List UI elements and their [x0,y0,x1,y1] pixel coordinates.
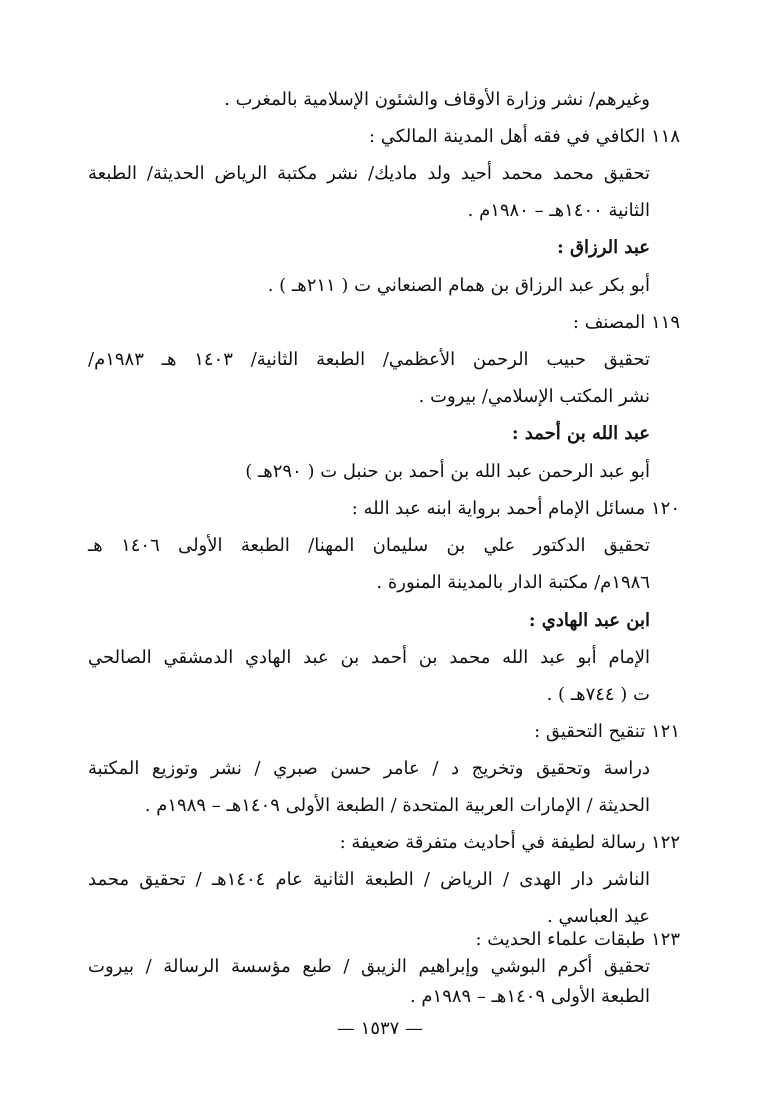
entry-title: ١٢٣ طبقات علماء الحديث : [475,929,680,950]
text-line: الطبعة الأولى ١٤٠٩هـ – ١٩٨٩م . [409,986,650,1007]
entry-title: ١٢٠ مسائل الإمام أحمد برواية ابنه عبد الله : [351,498,680,519]
text-line: تحقيق حبيب الرحمن الأعظمي/ الطبعة الثانية/ ١٤٠٣ هـ ١٩٨٣م/ [88,349,650,370]
text-line: أبو بكر عبد الرزاق بن همام الصنعاني ت ( ٢١١هـ ) . [267,275,650,296]
entry-title: ١٢١ تنقيح التحقيق : [534,721,680,742]
text-line: ت ( ٧٤٤هـ ) . [546,684,650,705]
text-line: ١٩٨٦م/ مكتبة الدار بالمدينة المنورة . [376,572,650,593]
author-heading: عبد الله بن أحمد : [511,423,650,444]
text-line: الإمام أبو عبد الله محمد بن أحمد بن عبد الهادي الدمشقي الصالحي [88,647,650,668]
text-line: الحديثة / الإمارات العربية المتحدة / الطبعة الأولى ١٤٠٩هـ – ١٩٨٩م . [144,795,650,816]
text-line: تحقيق محمد محمد أحيد ولد ماديك/ نشر مكتبة الرياض الحديثة/ الطبعة [88,163,650,184]
page-number: — ١٥٣٧ — [336,1018,424,1039]
text-line: تحقيق الدكتور علي بن سليمان المهنا/ الطبعة الأولى ١٤٠٦ هـ [88,535,650,556]
text-line: وغيرهم/ نشر وزارة الأوقاف والشئون الإسلامية بالمغرب . [224,89,650,110]
text-line: عيد العباسي . [547,906,650,927]
text-line: الناشر دار الهدى / الرياض / الطبعة الثانية عام ١٤٠٤هـ / تحقيق محمد [88,869,650,890]
entry-title: ١٢٢ رسالة لطيفة في أحاديث متفرقة ضعيفة : [339,832,680,853]
author-heading: ابن عبد الهادي : [528,610,650,631]
entry-title: ١١٨ الكافي في فقه أهل المدينة المالكي : [369,126,680,147]
text-line: تحقيق أكرم البوشي وإبراهيم الزيبق / طبع مؤسسة الرسالة / بيروت [88,956,650,977]
text-line: الثانية ١٤٠٠هـ – ١٩٨٠م . [467,200,650,221]
text-line: دراسة وتحقيق وتخريج د / عامر حسن صبري / نشر وتوزيع المكتبة [88,758,650,779]
entry-title: ١١٩ المصنف : [572,312,680,333]
text-line: أبو عبد الرحمن عبد الله بن أحمد بن حنبل ت ( ٢٩٠هـ ) [245,461,650,482]
text-line: نشر المكتب الإسلامي/ بيروت . [418,386,650,407]
author-heading: عبد الرزاق : [557,237,650,258]
